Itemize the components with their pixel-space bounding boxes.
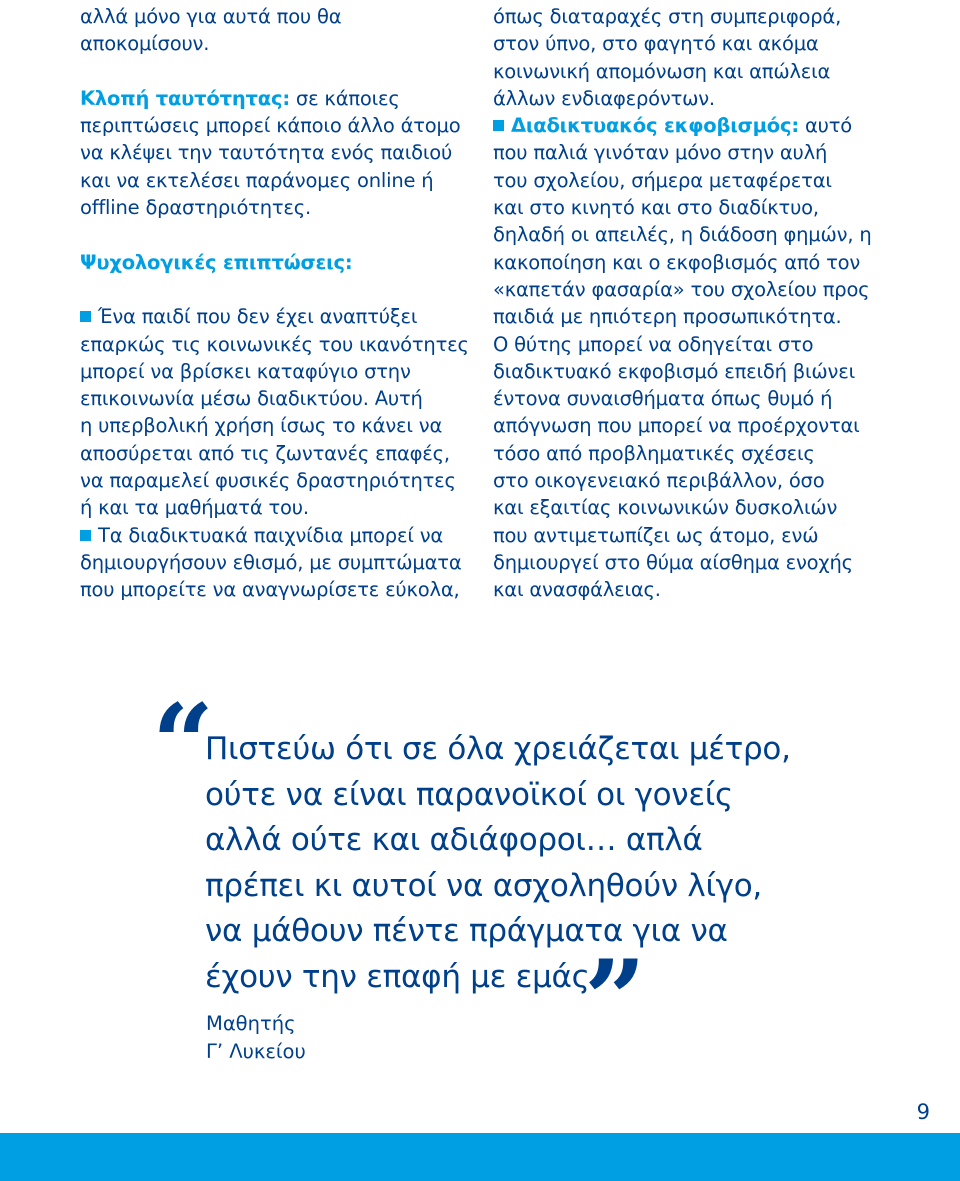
text-line: κοινωνική απομόνωση και απώλεια [493, 59, 831, 83]
text-line: όπως διαταραχές στη συμπεριφορά, [493, 5, 842, 28]
text-line: Ο θύτης μπορεί να οδηγείται στο [493, 332, 814, 356]
text-line: αποκομίσουν. [80, 32, 210, 56]
text-line: αλλά μόνο για αυτά που θα [80, 5, 342, 28]
quote-line: να μάθουν πέντε πράγματα για να [205, 913, 728, 949]
bullet-text: Ένα παιδί που δεν έχει αναπτύξει [98, 305, 418, 329]
bullet-text: Τα διαδικτυακά παιχνίδια μπορεί να [98, 523, 444, 547]
square-bullet-icon [80, 530, 91, 541]
quote-line: Πιστεύω ότι σε όλα χρειάζεται μέτρο, [205, 731, 791, 767]
pull-quote [205, 727, 825, 1000]
close-quote-mark-icon: ” [584, 937, 647, 1063]
text-line: δημιουργεί στο θύμα αίσθημα ενοχής [493, 550, 853, 574]
text-line: offline δραστηριότητες. [80, 196, 311, 220]
text-line: απόγνωση που μπορεί να προέρχονται [493, 414, 860, 438]
text-line: στο οικογενειακό περιβάλλον, όσο [493, 469, 825, 493]
identity-theft-term: Κλοπή ταυτότητας: [80, 86, 290, 110]
text-line: του σχολείου, σήμερα μεταφέρεται [493, 168, 832, 192]
text-line: η υπερβολική χρήση ίσως το κάνει να [80, 414, 443, 438]
text-line: τόσο από προβληματικές σχέσεις [493, 441, 815, 465]
text-line: παιδιά με ηπιότερη προσωπικότητα. [493, 305, 842, 329]
text-line: στον ύπνο, στο φαγητό και ακόμα [493, 32, 819, 56]
text-line: διαδικτυακό εκφοβισμό επειδή βιώνει [493, 359, 855, 383]
text-line: και στο κινητό και στο διαδίκτυο, [493, 196, 819, 220]
text-line: άλλων ενδιαφερόντων. [493, 86, 715, 110]
quote-line: έχουν την επαφή με εμάς. [205, 958, 600, 995]
square-bullet-icon [80, 311, 91, 322]
text-line: που αντιμετωπίζει ως άτομο, ενώ [493, 523, 819, 547]
text-line: δημιουργήσουν εθισμό, με συμπτώματα [80, 550, 462, 574]
quote-line: αλλά ούτε και αδιάφοροι… απλά [205, 822, 703, 858]
text-line: και να εκτελέσει παράνομες online ή [80, 168, 434, 192]
paragraph-gap [80, 276, 480, 303]
square-bullet-icon [493, 120, 504, 131]
quote-line: ούτε να είναι παρανοϊκοί οι γονείς [205, 776, 733, 813]
text-line: μπορεί να βρίσκει καταφύγιο στην [80, 359, 411, 383]
text-line: να παραμελεί φυσικές δραστηριότητες [80, 469, 456, 493]
bullet-first-line [80, 303, 480, 330]
text-line: ή και τα μαθήματά του. [80, 496, 309, 520]
paragraph-gap [80, 58, 480, 85]
open-quote-mark-icon: “ [152, 681, 215, 807]
text-line: αποσύρεται από τις ζωντανές επαφές, [80, 441, 450, 465]
text-line: επαρκώς τις κοινωνικές του ικανότητες [80, 332, 469, 356]
identity-theft-first-line [80, 85, 480, 112]
text-line: κακοποίηση και ο εκφοβισμός από τον [493, 250, 861, 274]
text-line: περιπτώσεις μπορεί κάποιο άλλο άτομο [80, 114, 461, 138]
quote-line: πρέπει κι αυτοί να ασχοληθούν λίγο, [205, 867, 762, 904]
text-line: έντονα συναισθήματα όπως θυμό ή [493, 387, 833, 411]
page-number: 9 [916, 1100, 930, 1124]
text-line: δηλαδή οι απειλές, η διάδοση φημών, η [493, 223, 872, 247]
psych-heading: Ψυχολογικές επιπτώσεις: [80, 250, 353, 274]
attribution-grade: Γ’ Λυκείου [206, 1039, 306, 1063]
cyberbullying-term: Διαδικτυακός εκφοβισμός: [511, 114, 799, 138]
text-line: και εξαιτίας κοινωνικών δυσκολιών [493, 496, 838, 520]
footer-bar [0, 1133, 960, 1181]
text-line: που παλιά γινόταν μόνο στην αυλή [493, 141, 828, 165]
text-line: που μπορείτε να αναγνωρίσετε εύκολα, [80, 578, 460, 602]
bullet-first-line [80, 522, 480, 549]
cyberbullying-first-line-rest: αυτό [798, 114, 852, 138]
identity-theft-first-line-rest: σε κάποιες [289, 86, 400, 110]
quote-attribution [206, 1010, 306, 1065]
right-column [493, 3, 933, 604]
attribution-role: Μαθητής [206, 1012, 296, 1035]
text-line: «καπετάν φασαρία» του σχολείου προς [493, 277, 870, 301]
bullet-first-line [493, 112, 933, 139]
text-line: να κλέψει την ταυτότητα ενός παιδιού [80, 141, 453, 165]
text-line: επικοινωνία μέσω διαδικτύου. Αυτή [80, 387, 423, 411]
paragraph-gap [80, 221, 480, 248]
text-line: και ανασφάλειας. [493, 578, 661, 602]
left-column [80, 3, 480, 604]
